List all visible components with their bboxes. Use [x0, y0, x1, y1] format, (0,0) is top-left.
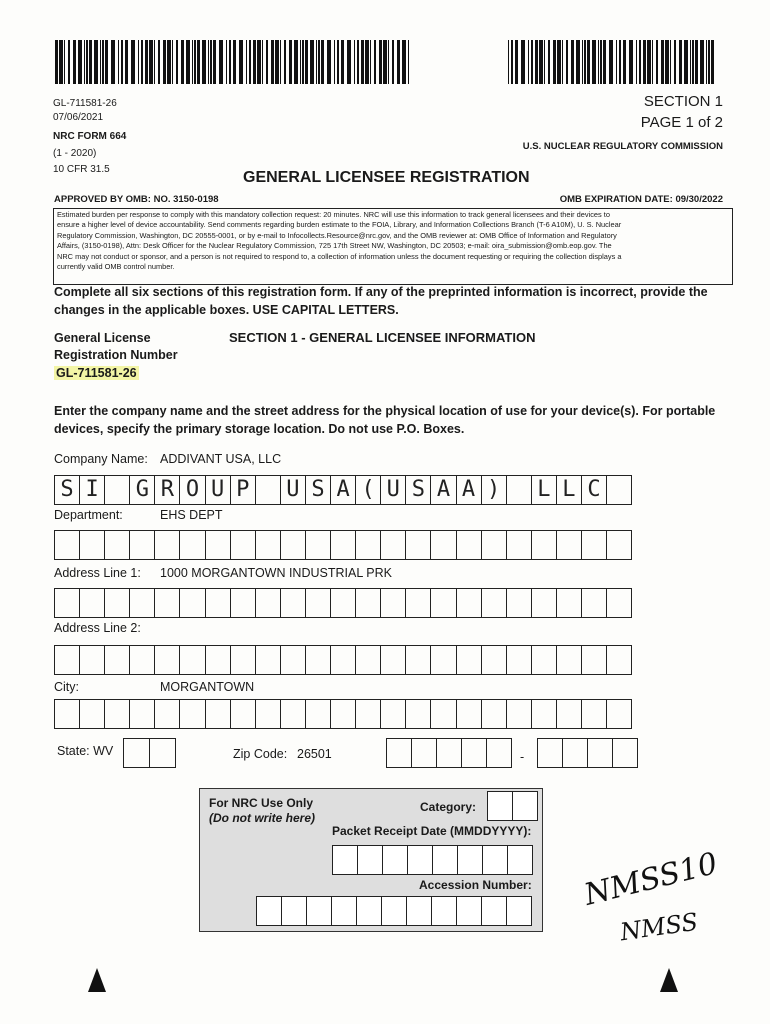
char-box[interactable]	[255, 699, 281, 729]
char-box[interactable]	[79, 530, 105, 560]
agency-name: U.S. NUCLEAR REGULATORY COMMISSION	[522, 141, 723, 152]
char-box[interactable]	[123, 738, 150, 768]
address1-label: Address Line 1:	[54, 566, 141, 580]
char-box	[331, 896, 357, 926]
address2-label: Address Line 2:	[54, 621, 141, 635]
complete-instructions: Complete all six sections of this registration form. If any of the preprinted information is incorrect, provide the changes in the applicable boxes. USE CAPITAL LETTERS.	[54, 285, 708, 317]
char-box[interactable]: R	[154, 475, 180, 505]
char-box[interactable]	[581, 699, 607, 729]
char-box[interactable]	[386, 738, 412, 768]
char-box[interactable]	[230, 645, 256, 675]
handwritten-note-2: NMSS	[618, 907, 700, 947]
char-box[interactable]: G	[129, 475, 155, 505]
char-box[interactable]	[537, 738, 563, 768]
char-box[interactable]	[179, 699, 205, 729]
char-box[interactable]	[230, 588, 256, 618]
gl-registration-label	[54, 330, 178, 382]
char-box[interactable]	[380, 645, 406, 675]
company-label: Company Name:	[54, 452, 148, 466]
char-box[interactable]	[405, 699, 431, 729]
char-box[interactable]	[179, 530, 205, 560]
char-box[interactable]	[556, 645, 582, 675]
char-box[interactable]	[606, 475, 632, 505]
char-box[interactable]	[79, 645, 105, 675]
char-box[interactable]	[129, 530, 155, 560]
zip-label: Zip Code:	[233, 747, 288, 761]
form-title: GENERAL LICENSEE REGISTRATION	[243, 169, 530, 186]
char-box[interactable]	[606, 588, 632, 618]
char-box[interactable]	[461, 738, 487, 768]
form-revision: (1 - 2020)	[53, 148, 97, 159]
char-box[interactable]	[587, 738, 613, 768]
omb-expiration: OMB EXPIRATION DATE: 09/30/2022	[559, 194, 723, 205]
char-box[interactable]	[104, 645, 130, 675]
char-box[interactable]	[506, 645, 532, 675]
char-box	[356, 896, 382, 926]
char-box	[332, 845, 358, 875]
char-box	[512, 791, 538, 821]
char-box[interactable]	[205, 699, 231, 729]
nrc-use-box	[199, 788, 543, 932]
char-box	[406, 896, 432, 926]
char-box	[281, 896, 307, 926]
char-box[interactable]: L	[556, 475, 582, 505]
char-box	[487, 791, 513, 821]
char-box	[481, 896, 507, 926]
gl-number: GL-711581-26	[53, 98, 117, 109]
char-box[interactable]	[330, 699, 356, 729]
char-box[interactable]	[380, 530, 406, 560]
char-box[interactable]	[104, 699, 130, 729]
header-left	[53, 97, 126, 177]
burden-statement	[53, 208, 733, 285]
registration-mark-right	[660, 968, 678, 992]
char-box[interactable]	[405, 588, 431, 618]
char-box[interactable]: C	[581, 475, 607, 505]
char-box[interactable]	[606, 530, 632, 560]
char-box[interactable]	[581, 530, 607, 560]
char-box[interactable]	[305, 699, 331, 729]
char-box	[357, 845, 383, 875]
char-box[interactable]: U	[280, 475, 306, 505]
char-box[interactable]	[355, 588, 381, 618]
char-box[interactable]	[205, 645, 231, 675]
char-box[interactable]	[556, 699, 582, 729]
char-box[interactable]	[79, 699, 105, 729]
char-box[interactable]	[581, 645, 607, 675]
form-date: 07/06/2021	[53, 112, 104, 123]
char-box	[306, 896, 332, 926]
char-box[interactable]	[436, 738, 462, 768]
city-boxes[interactable]	[54, 699, 632, 729]
char-box[interactable]	[330, 530, 356, 560]
char-box[interactable]	[481, 645, 507, 675]
company-boxes[interactable]	[54, 475, 632, 505]
department-value: EHS DEPT	[160, 508, 223, 522]
barcode-right	[508, 40, 720, 84]
char-box[interactable]	[205, 530, 231, 560]
char-box[interactable]	[506, 530, 532, 560]
char-box[interactable]	[154, 530, 180, 560]
char-box	[431, 896, 457, 926]
char-box[interactable]	[104, 475, 130, 505]
burden-line: Regulatory Commission, Washington, DC 20555-0001, or by e-mail to Infocollects.Resource@nrc.gov, and the OMB reviewer at: OMB Office of Information and Regulatory	[57, 230, 617, 240]
barcode-left	[55, 40, 410, 84]
char-box[interactable]: P	[230, 475, 256, 505]
char-box[interactable]	[179, 645, 205, 675]
char-box[interactable]: A	[430, 475, 456, 505]
char-box[interactable]	[54, 645, 80, 675]
char-box[interactable]	[380, 699, 406, 729]
char-box[interactable]	[506, 699, 532, 729]
char-box[interactable]: (	[355, 475, 381, 505]
gl-registration-label-2: Registration Number	[54, 348, 178, 362]
char-box	[256, 896, 282, 926]
char-box[interactable]	[456, 530, 482, 560]
char-box	[381, 896, 407, 926]
char-box[interactable]	[486, 738, 512, 768]
department-label: Department:	[54, 508, 123, 522]
city-label: City:	[54, 680, 79, 694]
category-boxes	[487, 791, 538, 821]
char-box[interactable]	[255, 588, 281, 618]
nrc-use-line1: For NRC Use Only	[209, 796, 314, 810]
char-box[interactable]	[506, 475, 532, 505]
char-box[interactable]	[430, 588, 456, 618]
state-label: State: WV	[57, 744, 114, 758]
char-box[interactable]	[531, 645, 557, 675]
char-box[interactable]	[581, 588, 607, 618]
char-box[interactable]	[255, 645, 281, 675]
char-box	[432, 845, 458, 875]
address2-boxes[interactable]	[54, 645, 632, 675]
char-box[interactable]	[305, 588, 331, 618]
char-box[interactable]	[405, 645, 431, 675]
char-box[interactable]	[481, 588, 507, 618]
char-box[interactable]	[612, 738, 638, 768]
char-box[interactable]	[411, 738, 437, 768]
char-box[interactable]: I	[79, 475, 105, 505]
char-box[interactable]	[129, 645, 155, 675]
handwritten-note-1: NMSS10	[580, 846, 721, 913]
char-box[interactable]	[230, 699, 256, 729]
char-box[interactable]	[129, 588, 155, 618]
zip-value: 26501	[297, 747, 332, 761]
char-box[interactable]	[531, 530, 557, 560]
char-box[interactable]	[230, 530, 256, 560]
burden-line: NRC may not conduct or sponsor, and a person is not required to respond to, a collection of information unless the document requesting or requiring the collection displays a	[57, 251, 622, 261]
char-box[interactable]	[355, 645, 381, 675]
char-box[interactable]: O	[179, 475, 205, 505]
char-box[interactable]	[506, 588, 532, 618]
char-box[interactable]: A	[456, 475, 482, 505]
char-box[interactable]	[330, 588, 356, 618]
char-box[interactable]	[149, 738, 176, 768]
char-box[interactable]	[280, 699, 306, 729]
char-box[interactable]	[355, 530, 381, 560]
zip-ext-boxes[interactable]	[537, 738, 638, 768]
char-box[interactable]	[380, 588, 406, 618]
char-box[interactable]: U	[205, 475, 231, 505]
registration-mark-left	[88, 968, 106, 992]
address1-boxes[interactable]	[54, 588, 632, 618]
section-number: SECTION 1	[643, 93, 723, 110]
char-box[interactable]	[531, 588, 557, 618]
char-box[interactable]: S	[305, 475, 331, 505]
char-box	[407, 845, 433, 875]
char-box[interactable]	[430, 645, 456, 675]
department-boxes[interactable]	[54, 530, 632, 560]
char-box[interactable]	[606, 645, 632, 675]
char-box[interactable]	[355, 699, 381, 729]
char-box	[506, 896, 532, 926]
nrc-use-line2: (Do not write here)	[209, 811, 316, 825]
char-box[interactable]	[556, 530, 582, 560]
char-box[interactable]	[305, 645, 331, 675]
accession-boxes	[256, 896, 532, 926]
gl-registration-value: GL-711581-26	[56, 366, 137, 380]
char-box[interactable]	[129, 699, 155, 729]
char-box[interactable]	[430, 699, 456, 729]
char-box[interactable]	[280, 645, 306, 675]
page-number: PAGE 1 of 2	[640, 114, 723, 131]
address-instructions: Enter the company name and the street address for the physical location of use for your device(s). For portable devices, specify the primary storage location. Do not use P.O. Boxes.	[54, 404, 716, 436]
char-box[interactable]	[305, 530, 331, 560]
form-cfr: 10 CFR 31.5	[53, 164, 110, 175]
category-label: Category:	[420, 800, 477, 814]
omb-approval: APPROVED BY OMB: NO. 3150-0198	[54, 194, 219, 205]
char-box[interactable]	[79, 588, 105, 618]
char-box[interactable]: A	[330, 475, 356, 505]
char-box	[456, 896, 482, 926]
company-value: ADDIVANT USA, LLC	[160, 452, 282, 466]
char-box[interactable]	[405, 530, 431, 560]
burden-line: Affairs, (3150-0198), Attn: Desk Officer for the Nuclear Regulatory Commission, 725 17th Street NW, Washington, DC 20503; e-mail: oira_submission@omb.eop.gov. The	[57, 241, 612, 251]
char-box[interactable]	[280, 588, 306, 618]
char-box[interactable]	[430, 530, 456, 560]
char-box[interactable]	[556, 588, 582, 618]
char-box[interactable]: S	[405, 475, 431, 505]
char-box[interactable]: U	[380, 475, 406, 505]
gl-registration-label-1: General License	[54, 331, 151, 345]
accession-label: Accession Number:	[419, 878, 532, 892]
char-box[interactable]: )	[481, 475, 507, 505]
char-box[interactable]	[531, 699, 557, 729]
char-box[interactable]	[456, 588, 482, 618]
form-name: NRC FORM 664	[53, 131, 127, 142]
char-box[interactable]	[154, 588, 180, 618]
address1-value: 1000 MORGANTOWN INDUSTRIAL PRK	[160, 566, 392, 580]
char-box[interactable]	[456, 645, 482, 675]
char-box[interactable]	[104, 588, 130, 618]
char-box[interactable]	[179, 588, 205, 618]
char-box[interactable]	[255, 530, 281, 560]
char-box[interactable]	[255, 475, 281, 505]
zip-boxes[interactable]	[386, 738, 512, 768]
char-box[interactable]	[280, 530, 306, 560]
char-box[interactable]	[330, 645, 356, 675]
packet-date-label: Packet Receipt Date (MMDDYYYY):	[332, 824, 532, 838]
section-title: SECTION 1 - GENERAL LICENSEE INFORMATION	[229, 330, 536, 345]
char-box[interactable]	[54, 530, 80, 560]
char-box[interactable]	[205, 588, 231, 618]
char-box	[382, 845, 408, 875]
burden-line: currently valid OMB control number.	[57, 262, 175, 272]
char-box[interactable]	[606, 699, 632, 729]
char-box[interactable]	[154, 645, 180, 675]
char-box[interactable]	[562, 738, 588, 768]
zip-dash: -	[520, 750, 525, 764]
char-box[interactable]	[481, 699, 507, 729]
char-box[interactable]	[481, 530, 507, 560]
char-box[interactable]	[54, 588, 80, 618]
char-box[interactable]	[154, 699, 180, 729]
state-boxes[interactable]	[123, 738, 176, 768]
burden-line: Estimated burden per response to comply with this mandatory collection request: 20 minutes. NRC will use this information to track general licensees and their devices to	[57, 210, 610, 219]
packet-date-boxes	[332, 845, 533, 875]
char-box[interactable]	[104, 530, 130, 560]
char-box[interactable]	[54, 699, 80, 729]
nrc-use-label	[209, 796, 315, 826]
char-box[interactable]: L	[531, 475, 557, 505]
char-box[interactable]: S	[54, 475, 80, 505]
char-box	[482, 845, 508, 875]
char-box	[457, 845, 483, 875]
city-value: MORGANTOWN	[160, 680, 255, 694]
char-box	[507, 845, 533, 875]
char-box[interactable]	[456, 699, 482, 729]
burden-line: ensure a higher level of device accountability. Send comments regarding burden estimate to the FOIA, Library, and Information Collections Branch (T-6 A10M), U. S. Nuclear	[57, 220, 622, 230]
